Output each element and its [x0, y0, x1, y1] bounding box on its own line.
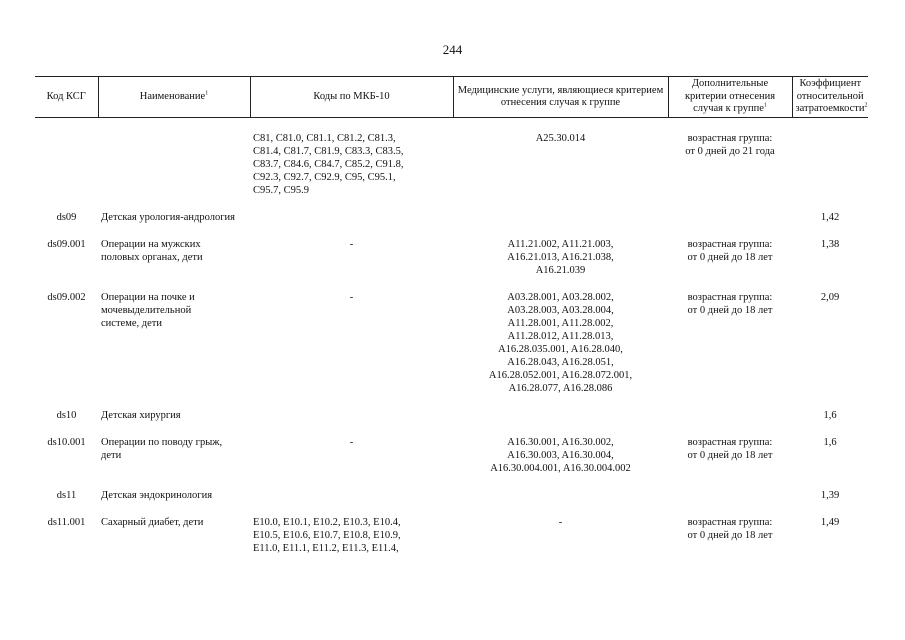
medical-services: A25.30.014 [535, 133, 586, 144]
medical-services [453, 211, 668, 238]
additional-criteria: возрастная группа: от 0 дней до 18 лет [687, 437, 773, 461]
footnote-mark: 2 [864, 102, 868, 109]
ksg-name: Операции на почке и мочевыделительной системе, дети [101, 292, 195, 329]
medical-services: A11.21.002, A11.21.003, A16.21.013, A16.21.038, A16.21.039 [507, 239, 614, 276]
ksg-code: ds11 [56, 490, 77, 501]
ksg-code: ds09.002 [47, 292, 86, 303]
cost-coefficient: 1,39 [820, 490, 840, 501]
cost-coefficient: 1,6 [823, 410, 837, 421]
mkb-codes [250, 489, 453, 516]
mkb-codes: - [349, 292, 354, 303]
additional-criteria: возрастная группа: от 0 дней до 18 лет [687, 517, 773, 541]
ksg-name: Операции на мужских половых органах, дети [101, 239, 203, 263]
ksg-name [98, 118, 250, 212]
ksg-name: Сахарный диабет, дети [101, 517, 204, 528]
additional-criteria [668, 489, 792, 516]
header-services: Медицинские услуги, являющиеся критерием отнесения случая к группе [453, 77, 668, 118]
additional-criteria: возрастная группа: от 0 дней до 18 лет [687, 239, 773, 263]
cost-coefficient: 1,49 [820, 517, 840, 528]
table-header [35, 77, 868, 118]
ksg-code: ds09.001 [47, 239, 86, 250]
table-row [35, 238, 868, 291]
medical-services: A16.30.001, A16.30.002, A16.30.003, A16.30.004, A16.30.004.001, A16.30.004.002 [490, 437, 631, 474]
ksg-name: Детская хирургия [101, 410, 181, 421]
ksg-code: ds09 [56, 212, 77, 223]
header-name: Наименование$^1$ [98, 77, 250, 118]
footnote-mark: 1 [205, 90, 209, 97]
ksg-table [35, 76, 868, 569]
ksg-code: ds10 [56, 410, 77, 421]
mkb-codes: - [349, 437, 354, 448]
additional-criteria: возрастная группа: от 0 дней до 21 года [685, 133, 775, 157]
mkb-codes [250, 211, 453, 238]
mkb-codes: - [349, 239, 354, 250]
mkb-codes: E10.0, E10.1, E10.2, E10.3, E10.4, E10.5, E10.6, E10.7, E10.8, E10.9, E11.0, E11.1, E11.2, E11.3, E11.4, [253, 517, 401, 554]
table-row [35, 436, 868, 489]
header-code: Код КСГ [35, 77, 98, 118]
medical-services [453, 409, 668, 436]
table-row [35, 118, 868, 212]
table-row [35, 516, 868, 569]
footnote-mark: 1 [763, 102, 767, 109]
ksg-name: Операции по поводу грыж, дети [101, 437, 223, 461]
table-row [35, 489, 868, 516]
table-body [35, 118, 868, 570]
table-row [35, 291, 868, 409]
table-row [35, 409, 868, 436]
header-criteria: Дополнительные критерии отнесения случая к группе$^1$ [668, 77, 792, 118]
medical-services: - [558, 517, 563, 528]
table-row [35, 211, 868, 238]
page-number: 244 [442, 42, 463, 57]
cost-coefficient [792, 118, 868, 212]
cost-coefficient: 1,38 [820, 239, 840, 250]
ksg-name: Детская эндокринология [101, 490, 213, 501]
header-mkb: Коды по МКБ-10 [250, 77, 453, 118]
additional-criteria: возрастная группа: от 0 дней до 18 лет [687, 292, 773, 316]
ksg-code: ds11.001 [47, 517, 86, 528]
additional-criteria [668, 211, 792, 238]
medical-services [453, 489, 668, 516]
cost-coefficient: 1,42 [820, 212, 840, 223]
cost-coefficient: 1,6 [823, 437, 837, 448]
medical-services: A03.28.001, A03.28.002, A03.28.003, A03.28.004, A11.28.001, A11.28.002, A11.28.012, A11.28.013, A16.28.035.001, A16.28.040, A16.28.043, A16.28.051, A16.28.052.001, A16.28.072.001, A16.28.077, A16.28.086 [488, 292, 633, 394]
ksg-name: Детская урология-андрология [101, 212, 235, 223]
header-coef: Коэффициент относительной затратоемкости$^2$ [792, 77, 868, 118]
mkb-codes: C81, C81.0, C81.1, C81.2, C81.3, C81.4, C81.7, C81.9, C83.3, C83.5, C83.7, C84.6, C84.7, C85.2, C91.8, C92.3, C92.7, C92.9, C95, C95.1, C95.7, C95.9 [253, 133, 404, 196]
ksg-code: ds10.001 [47, 437, 86, 448]
additional-criteria [668, 409, 792, 436]
ksg-code [35, 118, 98, 212]
mkb-codes [250, 409, 453, 436]
cost-coefficient: 2,09 [820, 292, 840, 303]
